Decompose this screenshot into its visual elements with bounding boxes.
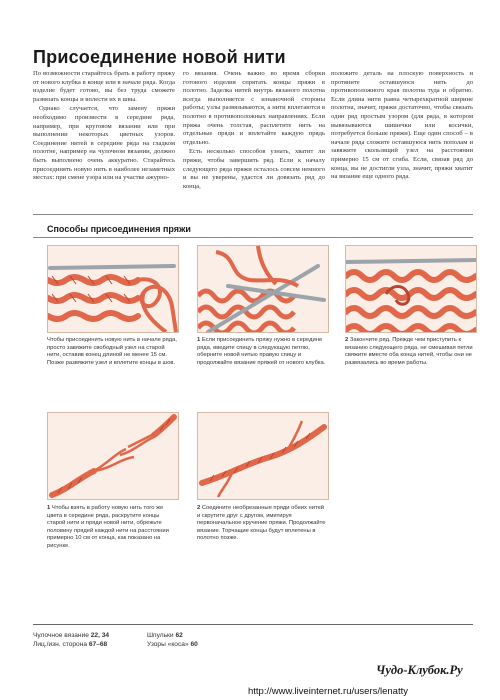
caption-untwisted-strands — [47, 505, 177, 551]
paragraph: Однако случается, что замену пряжи необходимо произвести в середине ряда, например, при круговом вязании или при выполнении некоторых цветных узоров. Соединение нитей в середине ряда на гладком полотне, например на чулочном вязании, должно быть выполнено очень аккуратно. Старайтесь присоединять новую нить в наиболее незаметных местах: при смене узора или на участке ажурно- — [33, 105, 175, 182]
section-divider — [33, 214, 473, 215]
caption-join-mid-row — [197, 337, 327, 367]
body-column-3 — [331, 70, 473, 183]
figure-twisted-strands-illustration — [197, 412, 329, 500]
ref-pages: 22, 34 — [90, 632, 110, 639]
caption-twisted-strands — [197, 505, 327, 543]
ref-label: Чулочное вязание — [33, 632, 89, 639]
paragraph: По возможности старайтесь брать в работу пряжу от нового клубка в конце или в начале ряда. Когда изделие будет готово, вы без труда сможете развязать концы и вплести их в швы. — [33, 70, 175, 103]
caption-number: 1 — [197, 337, 201, 343]
caption-text: Чтобы взять в работу новую нить того же цвета в середине ряда, раскрутите концы старой нити и пряди новой нити, обрежьте половину прядей каждой нити на расстоянии примерно 10 см от конца, как показано на рисунке. — [47, 505, 169, 549]
body-column-1 — [33, 70, 175, 184]
ref-pages: 60 — [190, 640, 198, 648]
caption-number: 1 — [47, 505, 51, 511]
watermark-url: http://www.liveinternet.ru/users/lenatty — [248, 686, 408, 697]
caption-text: Чтобы присоединить новую нить в начале ряда, просто завяжите свободный узел на старой нити, оставив конец длиной не менее 15 см. Позже развяжите узел и вплетите концы в шов. — [47, 337, 177, 366]
caption-text: Если присоединить пряжу нужно в середине ряда, введите спицу в следующую петлю, оберните новой нитью правую спицу и продолжайте вязание пряжей от нового клубка. — [197, 337, 326, 366]
ref-label: Лиц./изн. сторона — [33, 640, 88, 648]
ref-label: Узоры «коса» — [147, 640, 189, 648]
figure-loose-knot-illustration — [47, 245, 179, 333]
caption-text: Соедините необрезанные пряди обеих нитей и скрутите друг с другом, имитируя первоначальное кручение пряжи. Продолжайте вязание. Торчащие концы будут вплетены в полотно позже. — [197, 505, 326, 542]
caption-loose-knot — [47, 337, 177, 367]
page-title: Присоединение новой нити — [33, 47, 286, 67]
caption-tie-ends — [345, 337, 475, 367]
caption-text: Закончите ряд. Прежде чем приступить к вязанию следующего ряда, не смешивая петли свяжите вместе оба конца нитей, чтобы они не развязались во время работы. — [345, 337, 473, 366]
caption-number: 2 — [197, 505, 201, 511]
site-logo: Чудо-Клубок.Ру — [376, 663, 463, 677]
section-title: Способы присоединения пряжи — [47, 224, 191, 234]
footer-left — [33, 632, 109, 650]
ref-pages: 62 — [175, 632, 183, 639]
paragraph: Есть несколько способов узнать, хватит ли пряжи, чтобы завершить ряд. Если к началу следующего ряда пряжи осталось совсем немного и вы не уверены, удастся ли довязать ряд до конца, — [183, 148, 325, 190]
footer-cross-references — [33, 624, 473, 659]
body-column-2 — [183, 70, 325, 192]
ref-label: Шпульки — [147, 632, 174, 639]
figure-untwisted-strands-illustration — [47, 412, 179, 500]
paragraph: положите деталь на плоскую поверхность и протяните оставшуюся нить до противоположного края полотна туда и обратно. Если длина нити равна четырехкратной ширине полотна, значит, пряжи достаточно, чтобы связать один ряд простым узором (для ряда, в котором вывязываются шишечки или косички, потребуется больше пряжи). Еще один способ – в начале ряда сложите оставшуюся нить пополам и завяжите скользящий узел на расстоянии примерно 15 см от сгиба. Если, связав ряд до конца, вы не достигли узла, значит, пряжи хватит на вязание еще одного ряда. — [331, 70, 473, 181]
ref-pages: 67–68 — [88, 640, 108, 648]
section-divider — [33, 237, 473, 238]
figure-join-mid-row-illustration — [197, 245, 329, 333]
paragraph: го вязания. Очень важно во время сборки готового изделия спрятать концы пряжи в полотно. Заделка нитей внутрь вязаного полотна всегда выполняется с изнаночной стороны работы; узлы развязываются, а нити вплетаются в полотно в противоположных направлениях. Если пряжа очень толстая, расплетите нить на отдельные пряди и вплетайте каждую прядь отдельно. — [183, 70, 325, 146]
figure-tie-ends-illustration — [345, 245, 477, 333]
footer-right — [147, 632, 198, 650]
caption-number: 2 — [345, 337, 349, 343]
